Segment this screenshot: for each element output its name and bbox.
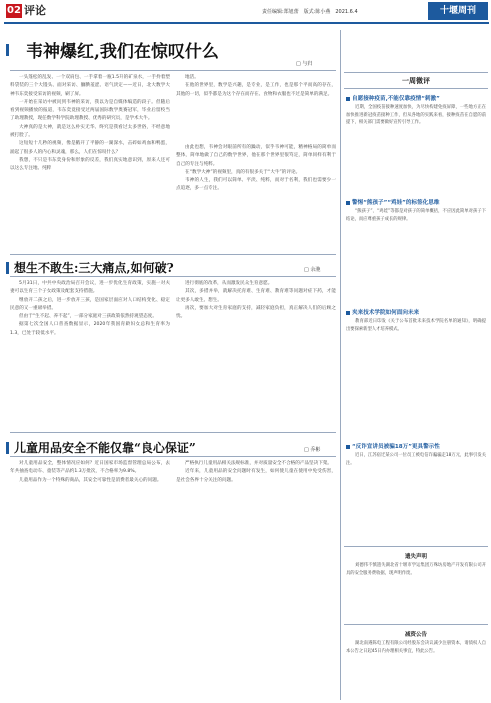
sidebar-item-title-text: 自愿接种疫苗,不能仅靠疫情“刺激” <box>352 96 440 102</box>
header-rule <box>4 22 489 24</box>
paragraph: 据第七次全国人口普查数据显示，2020年我国育龄妇女总和生育率为1.3，已处于较低水平。 <box>10 322 170 336</box>
paragraph: 在“数学大神”的视频里，真的有很多关于“大牛”的评论。 <box>185 169 301 175</box>
paragraph: 一开始在采访中被问到韦神的采访，我以为是自媒体编造的段子。但随后看到视频播放的报道，韦东奕竟接受过两届国际数学奥赛冠军，毕业后留校当了助理教授，现任数学科学院助理教授、优秀的研究员，是学术大牛。 <box>10 99 170 122</box>
paragraph: 5月31日，中共中央政治局召开会议，进一步优化生育政策，实施一对夫妻可以生育三个子女政策及配套支持措施。 <box>10 281 170 295</box>
title-marker <box>6 262 9 274</box>
article1-col3 <box>176 144 336 246</box>
paragraph: 严格执行儿童用品相关法规标准，并对质量安全不合格的产品坚决下架。 <box>185 461 333 466</box>
article1-col1 <box>10 74 170 246</box>
sidebar-rule-top <box>344 72 488 73</box>
article3-title: 儿童用品安全不能仅靠“良心保证” <box>14 441 196 455</box>
paragraph: 地活。 <box>185 75 199 80</box>
paragraph: 近年来，儿童用品的安全问题时有发生，如何使儿童在使用中免受伤害，是社会各界十分关注的问题。 <box>176 469 336 483</box>
paragraph: 继放开二孩之后，进一步放开三孩，是国家层面应对人口结构变化、稳定民意的又一重磅举措。 <box>10 297 170 311</box>
paragraph: “熊孩子”、“鸡娃”等都是对孩子的简单概括，不应因此简单对孩子下结论，而应尊重孩子成长的规律。 <box>346 209 486 222</box>
paragraph: 近日，江苏宿迁某公司一位员工被电信诈骗骗走18万元，此事引发关注。 <box>346 453 486 466</box>
notice2-body <box>346 640 486 698</box>
article2-col1 <box>10 280 170 426</box>
bullet-square-icon <box>346 445 350 449</box>
article-separator <box>10 254 336 255</box>
paragraph: 进行彻底的改革，从而激发民众生育意愿。 <box>185 281 273 286</box>
paragraph: 近期，全国疫苗接种速度加快，为尽快构建免疫屏障，一些地方正在加快推进新冠疫苗接种工作，但从各地的实践来看，接种疫苗在自愿的前提下，相关部门需要做好宣传引导工作。 <box>346 105 486 126</box>
article2-title: 想生不敢生:三大痛点,如何破? <box>14 261 174 275</box>
notice-rule <box>344 624 488 625</box>
article3-author: □ 乔彬 <box>304 447 321 453</box>
paragraph: 湖北南遇陈电工程有限公司经股东会决议减少注册资本，请债权人自本公告之日起45日内办理相关事宜，特此公告。 <box>346 641 486 654</box>
sidebar-item-body <box>346 452 486 542</box>
sidebar-item-title-text: 警惕“熊孩子”“鸡娃”的标签化思维 <box>352 200 440 206</box>
title-marker <box>6 44 9 56</box>
sidebar-title: 一周微评 <box>402 77 430 85</box>
notice1-title: 遗失声明 <box>404 554 427 560</box>
sidebar-item-title-text: “反诈宣讲员被骗18万”更具警示性 <box>352 444 440 450</box>
notice2-title: 减资公告 <box>404 632 427 638</box>
bullet-square-icon <box>346 311 350 315</box>
article2-rule <box>10 276 336 277</box>
paragraph: 儿童用品作为一个特殊的商品，其安全可靠性是消费者最关心的问题。 <box>19 477 162 483</box>
article2-col2 <box>176 280 336 426</box>
newspaper-brand: 十堰周刊 <box>428 2 488 20</box>
notice-rule <box>344 546 488 547</box>
paragraph: 再次，要加大对生育家庭的支持，减轻家庭负担，真正解决人们的后顾之忧。 <box>176 305 336 320</box>
article2-author: □ 余滟 <box>304 267 321 273</box>
page-number-badge: 02 <box>7 5 21 16</box>
article3-col1 <box>10 460 170 700</box>
article3-col2 <box>176 460 336 700</box>
sidebar-item-title <box>346 94 440 102</box>
article-separator <box>10 432 336 433</box>
paragraph: 但由于“生不起、养不起”，一部分家庭对三孩政策依然持观望态度。 <box>19 314 157 320</box>
bullet-square-icon <box>346 201 350 205</box>
notice1-body <box>346 562 486 620</box>
column-divider <box>340 30 341 700</box>
bullet-square-icon <box>346 97 350 101</box>
sidebar-item-body <box>346 104 486 196</box>
sidebar-item-title <box>346 308 419 316</box>
paragraph: 我想，不只是韦东奕身份和形象的反差，我们真实地意识到，原来人还可以这么专注地、纯粹 <box>10 157 170 172</box>
article1-rule <box>10 70 336 71</box>
article1-title: 韦神爆红,我们在惊叹什么 <box>26 42 219 62</box>
paragraph: 这短短十几秒的视频，像是戳开了平静的一湖深水，击碎如鸡血和鸭蛋，涌起了很多人的内心和灵魂，那么，人们在惊叹什么？ <box>10 141 170 155</box>
sidebar-item-title <box>346 198 439 206</box>
paragraph: 大神真的是大神，就是这么朴实无华、终究是我看过太多世俗，不经意地被打脸了。 <box>10 124 170 139</box>
title-marker <box>6 442 9 454</box>
section-title: 评论 <box>24 4 46 17</box>
article1-author: □ 与归 <box>296 61 313 67</box>
paragraph: 在他的世界里，数学是兴趣，是专业，是工作，也是那个平而高的存在，其他的一切，似乎都是为这个存在而存在、食物和衣服也不过是简单的满足。 <box>176 83 336 97</box>
paragraph: 刘德伟不慎遗失湖北省十堰市学运集团万殊坊房地产开发有限公司开具的安全服务费收据，现声明作废。 <box>346 563 486 576</box>
editor-meta: 责任编辑:郑旭蕾 版式:陈小燕 2021.6.4 <box>262 9 358 15</box>
paragraph: 对儿童用品安全，整体情况应如何？近日国家市场监督管理总局公布，去年共抽查电动车、童装等产品约1.3万批次，不合格率为9.8%。 <box>10 461 170 475</box>
sidebar-item-title <box>346 442 440 450</box>
paragraph: 一头蓬松的乱发、一个双肩包、一手拿着一瓶1.5升的矿泉水，一手拎着塑料袋装的三个大馒头、面对采访、腼腆羞涩、语气淡定——近日，北大数学大神韦东奕接受采访的视频，刷了屏。 <box>10 75 170 97</box>
article3-rule <box>10 456 336 457</box>
paragraph: 其次，多措并举，就解决托育难、生育难、教育难等问题对症下药，才能让更多人敢生、想生。 <box>176 289 336 303</box>
sidebar-item-body <box>346 318 486 438</box>
paragraph: 教育部近日印发《关于公布首批未来技术学院名单的通知》，明确提出要探索新型人才培养模式。 <box>346 319 486 332</box>
sidebar-item-title-text: 夹来技术学院如何面向未来 <box>352 310 420 316</box>
article1-col2 <box>176 74 336 132</box>
paragraph: 韦神的人生，我们可以简单、平淡、纯粹，而对于名利，我们也需要少一点追逐，多一点专注。 <box>176 178 336 192</box>
sidebar-rule <box>344 88 488 89</box>
paragraph: 由此也想，韦神会对眼前所有的躁动，似乎韦神可能，精神格局的简单而整体，简单地做了自己的数学世界，他在那个世界里很笃定，简单同样有利于自己的专注与纯粹。 <box>176 145 336 167</box>
sidebar-item-body <box>346 208 486 306</box>
